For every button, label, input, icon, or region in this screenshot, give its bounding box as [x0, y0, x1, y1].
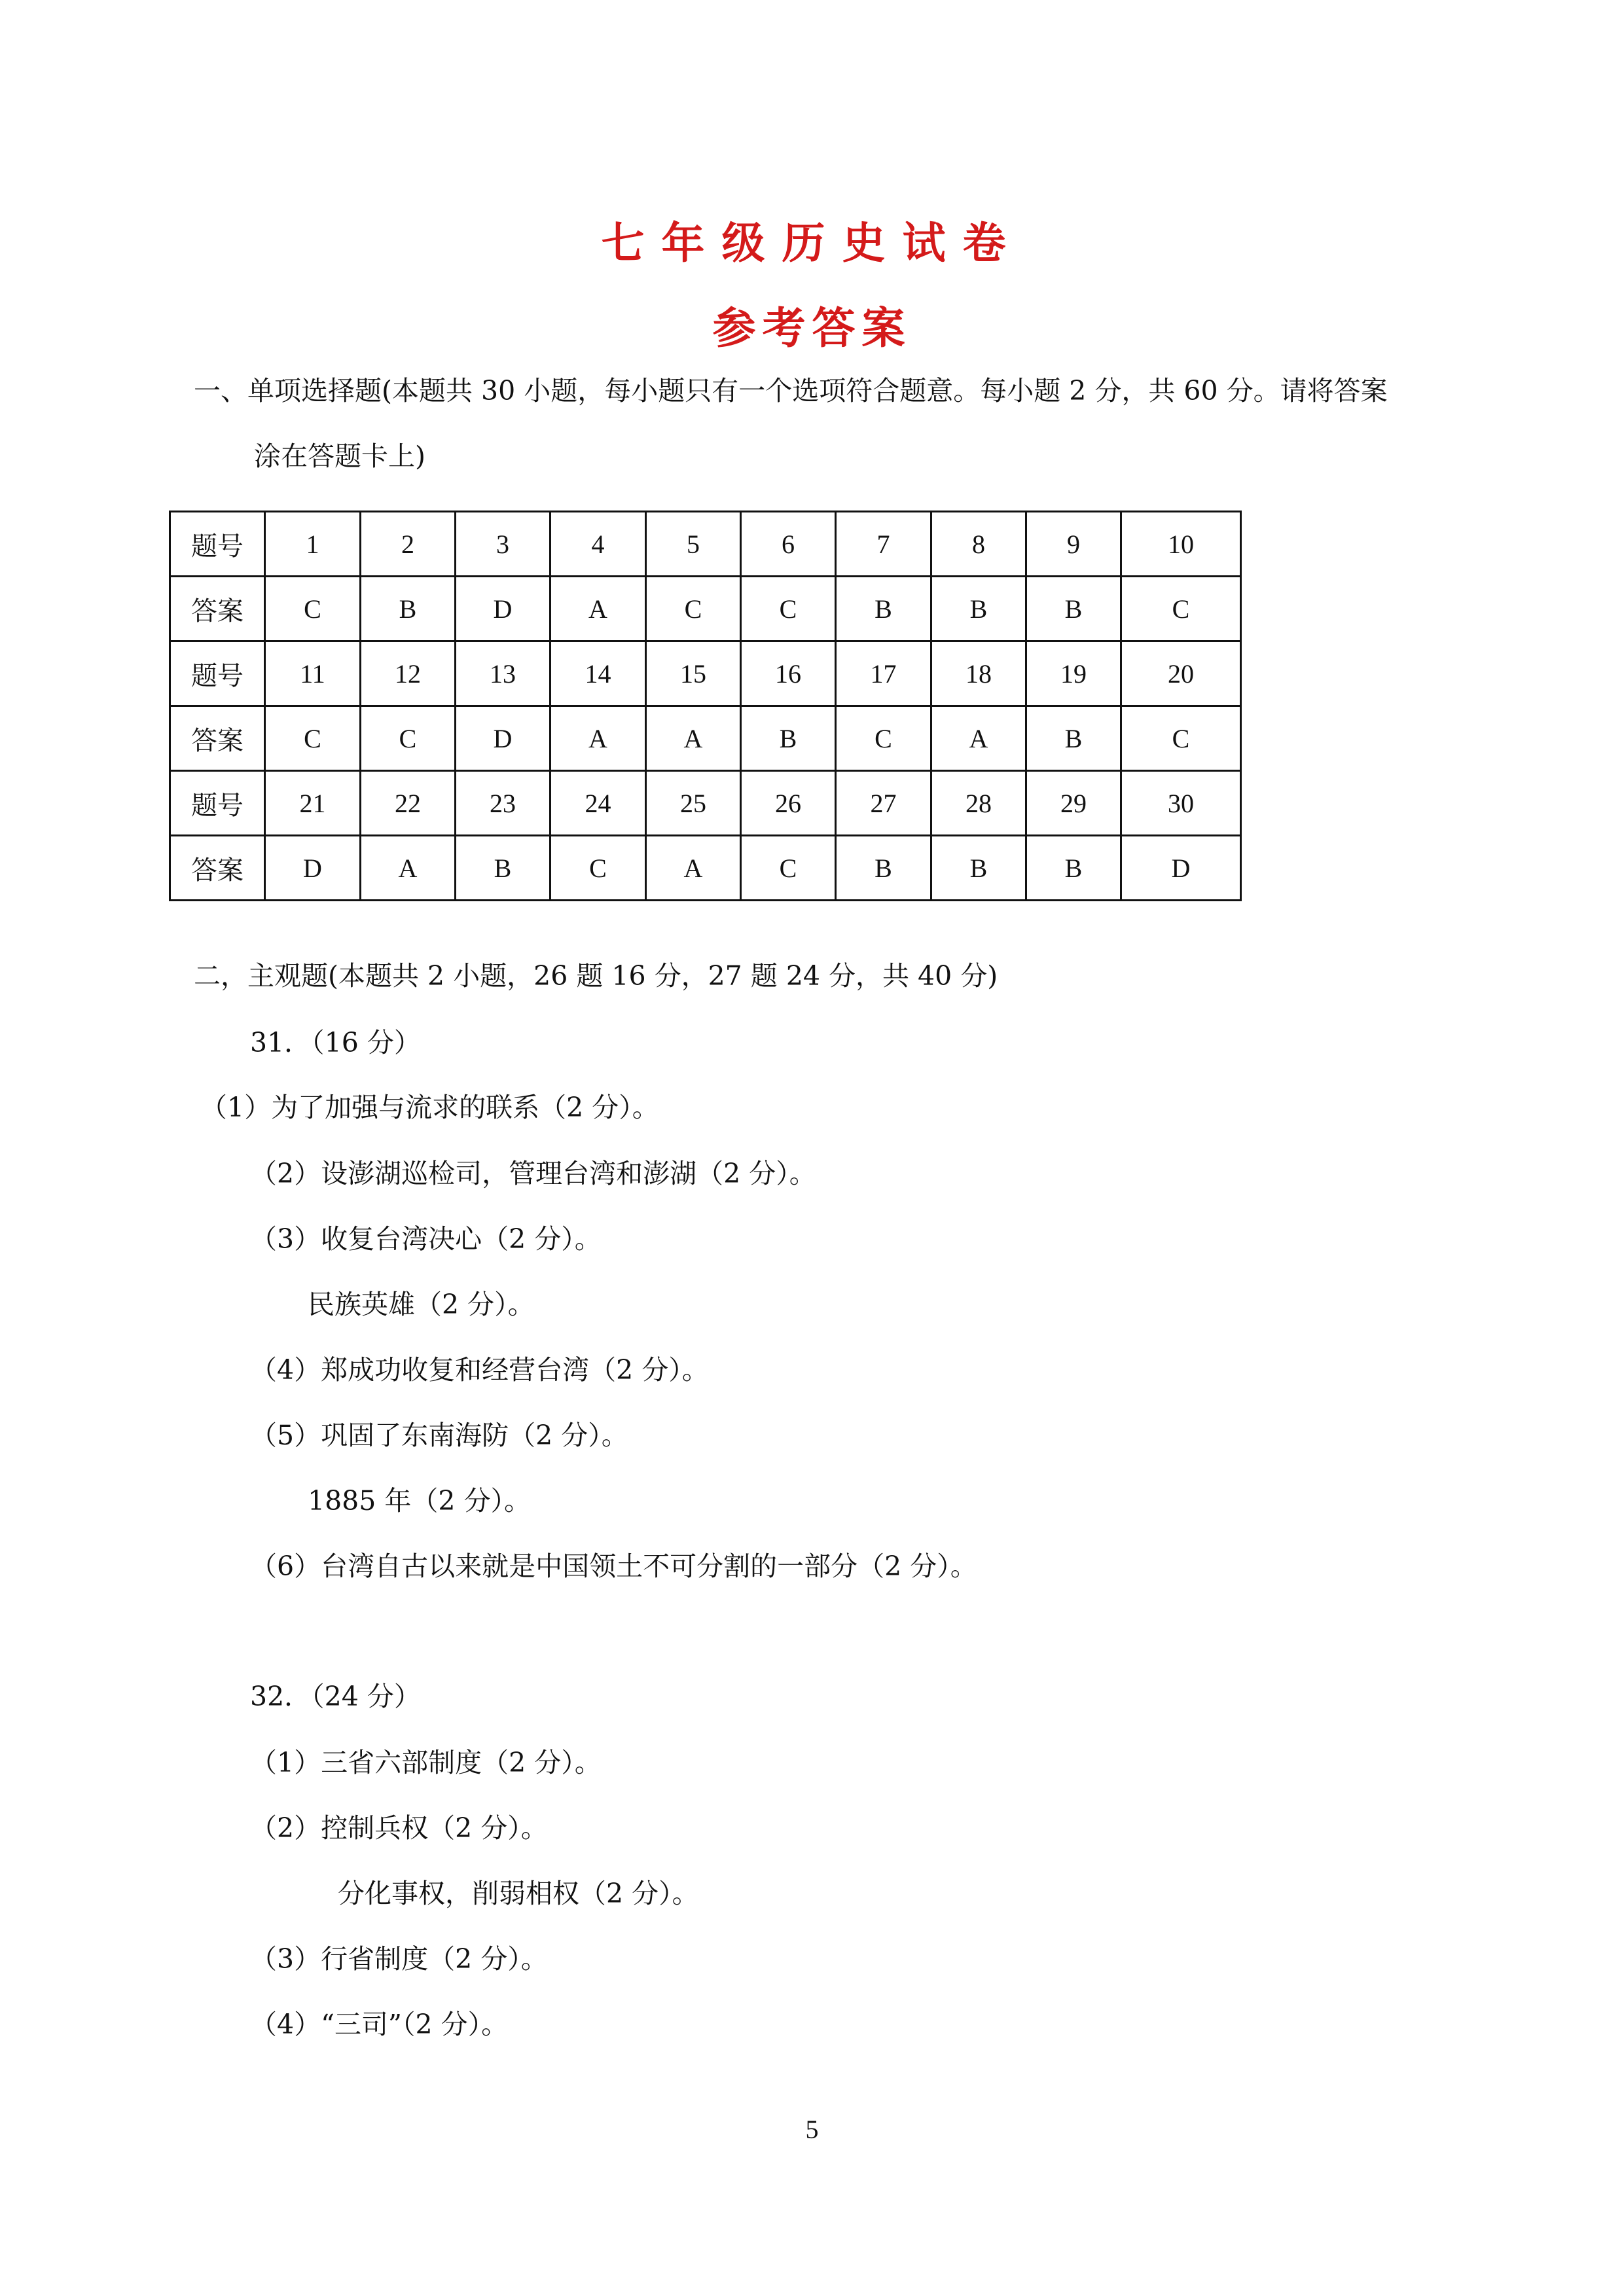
table-cell: C [741, 836, 836, 901]
table-cell: 11 [265, 641, 361, 706]
table-row [170, 577, 1241, 641]
table-cell: 1 [265, 512, 361, 577]
table-cell: B [1026, 836, 1121, 901]
q32-answer-3: （3）行省制度（2 分）。 [250, 1943, 548, 1975]
table-cell: B [1026, 577, 1121, 641]
answer-table [169, 511, 1242, 901]
table-row-header: 答案 [170, 836, 265, 901]
table-cell: 19 [1026, 641, 1121, 706]
table-cell: C [741, 577, 836, 641]
table-cell: B [931, 577, 1026, 641]
table-cell: 29 [1026, 771, 1121, 836]
q31-answer-6: （6）台湾自古以来就是中国领土不可分割的一部分（2 分）。 [250, 1551, 977, 1582]
q32-answer-2: （2）控制兵权（2 分）。 [250, 1812, 548, 1844]
table-cell: A [550, 577, 646, 641]
table-cell: 16 [741, 641, 836, 706]
table-cell: 6 [741, 512, 836, 577]
q31-answer-5: （5）巩固了东南海防（2 分）。 [250, 1420, 628, 1451]
table-cell: A [646, 836, 741, 901]
page-title: 七年级历史试卷 [601, 217, 1023, 268]
table-row [170, 706, 1241, 771]
table-cell: 30 [1121, 771, 1241, 836]
q31-answer-3b: 民族英雄（2 分）。 [308, 1289, 535, 1320]
q32-label: 32．（24 分） [250, 1681, 421, 1712]
q31-answer-5b: 1885 年（2 分）。 [308, 1485, 531, 1516]
section1-instructions-line2: 涂在答题卡上) [254, 440, 425, 472]
table-cell: 2 [361, 512, 456, 577]
table-cell: B [1026, 706, 1121, 771]
table-cell: D [456, 706, 550, 771]
table-row [170, 771, 1241, 836]
table-cell: B [456, 836, 550, 901]
table-cell: C [361, 706, 456, 771]
table-row-header: 答案 [170, 706, 265, 771]
q32-answer-1: （1）三省六部制度（2 分）。 [250, 1747, 602, 1778]
q32-answer-2b: 分化事权，削弱相权（2 分）。 [338, 1878, 699, 1909]
table-cell: A [361, 836, 456, 901]
table-row [170, 512, 1241, 577]
table-cell: 7 [836, 512, 931, 577]
table-cell: 9 [1026, 512, 1121, 577]
table-cell: 14 [550, 641, 646, 706]
table-row-header: 答案 [170, 577, 265, 641]
q31-label: 31．（16 分） [250, 1027, 421, 1058]
table-cell: 13 [456, 641, 550, 706]
table-cell: B [361, 577, 456, 641]
table-cell: 4 [550, 512, 646, 577]
table-cell: B [836, 577, 931, 641]
table-row-header: 题号 [170, 771, 265, 836]
section1-instructions-line1: 一、单项选择题(本题共 30 小题，每小题只有一个选项符合题意。每小题 2 分，共 60 分。请将答案 [194, 375, 1388, 406]
table-cell: C [1121, 577, 1241, 641]
page-subtitle: 参考答案 [712, 302, 912, 353]
table-row-header: 题号 [170, 641, 265, 706]
table-cell: 28 [931, 771, 1026, 836]
q31-answer-2: （2）设澎湖巡检司，管理台湾和澎湖（2 分）。 [250, 1158, 816, 1189]
table-row [170, 836, 1241, 901]
table-cell: B [836, 836, 931, 901]
table-cell: 26 [741, 771, 836, 836]
table-cell: 5 [646, 512, 741, 577]
table-cell: 12 [361, 641, 456, 706]
table-cell: 24 [550, 771, 646, 836]
q31-answer-3: （3）收复台湾决心（2 分）。 [250, 1223, 602, 1255]
table-cell: B [741, 706, 836, 771]
table-cell: C [550, 836, 646, 901]
table-cell: 8 [931, 512, 1026, 577]
q32-answer-4: （4）“三司”（2 分）。 [250, 2009, 509, 2040]
table-cell: C [646, 577, 741, 641]
table-cell: 20 [1121, 641, 1241, 706]
table-cell: 25 [646, 771, 741, 836]
q31-answer-1: （1）为了加强与流求的联系（2 分）。 [200, 1092, 659, 1123]
table-cell: B [931, 836, 1026, 901]
q31-answer-4: （4）郑成功收复和经营台湾（2 分）。 [250, 1354, 709, 1386]
table-cell: D [1121, 836, 1241, 901]
table-cell: C [265, 577, 361, 641]
table-cell: 27 [836, 771, 931, 836]
page-number: 5 [805, 2115, 819, 2144]
table-cell: A [646, 706, 741, 771]
table-cell: D [456, 577, 550, 641]
table-cell: C [1121, 706, 1241, 771]
table-cell: 3 [456, 512, 550, 577]
table-cell: 17 [836, 641, 931, 706]
table-cell: 10 [1121, 512, 1241, 577]
section2-heading: 二，主观题(本题共 2 小题，26 题 16 分，27 题 24 分，共 40 分) [194, 960, 998, 992]
table-cell: 15 [646, 641, 741, 706]
table-cell: 23 [456, 771, 550, 836]
table-cell: C [265, 706, 361, 771]
table-cell: D [265, 836, 361, 901]
table-row [170, 641, 1241, 706]
table-cell: A [550, 706, 646, 771]
table-cell: A [931, 706, 1026, 771]
table-row-header: 题号 [170, 512, 265, 577]
table-cell: 21 [265, 771, 361, 836]
table-cell: 22 [361, 771, 456, 836]
table-cell: C [836, 706, 931, 771]
table-cell: 18 [931, 641, 1026, 706]
